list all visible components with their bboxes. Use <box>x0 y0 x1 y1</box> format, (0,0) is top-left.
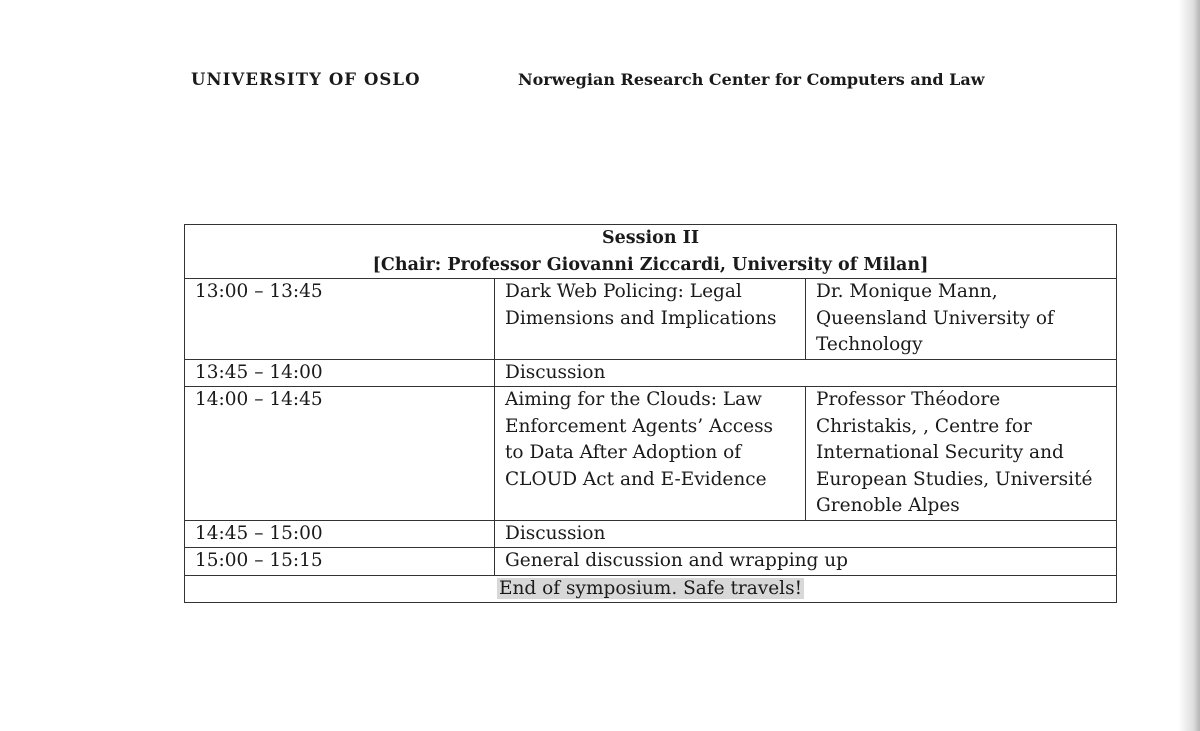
session-title: Session II <box>602 228 700 248</box>
time-cell: 13:00 – 13:45 <box>185 279 495 360</box>
closing-message: End of symposium. Safe travels! <box>498 577 803 599</box>
time-cell: 14:00 – 14:45 <box>185 387 495 521</box>
session-agenda-table <box>184 224 1117 603</box>
speaker-cell: Professor Théodore Christakis, , Centre for International Security and European Studies, Université Grenoble Alpes <box>806 387 1117 521</box>
discussion-cell: Discussion <box>495 359 1117 387</box>
table-row <box>185 520 1117 548</box>
closing-row <box>185 575 1117 603</box>
talk-title-cell: Aiming for the Clouds: Law Enforcement Agents’ Access to Data After Adoption of CLOUD Act and E-Evidence <box>495 387 806 521</box>
session-header-row <box>185 225 1117 279</box>
session-header-cell <box>185 225 1117 279</box>
time-cell: 15:00 – 15:15 <box>185 548 495 576</box>
closing-cell <box>185 575 1117 603</box>
institution-name: UNIVERSITY OF OSLO <box>191 70 421 89</box>
table-row <box>185 548 1117 576</box>
department-name: Norwegian Research Center for Computers and Law <box>518 70 985 89</box>
speaker-cell: Dr. Monique Mann, Queensland University of Technology <box>806 279 1117 360</box>
time-cell: 13:45 – 14:00 <box>185 359 495 387</box>
page-edge-shadow <box>1178 0 1200 731</box>
talk-title-cell: Dark Web Policing: Legal Dimensions and Implications <box>495 279 806 360</box>
wrap-up-cell: General discussion and wrapping up <box>495 548 1117 576</box>
session-chair: [Chair: Professor Giovanni Ziccardi, University of Milan] <box>372 254 929 275</box>
time-cell: 14:45 – 15:00 <box>185 520 495 548</box>
discussion-cell: Discussion <box>495 520 1117 548</box>
table-row <box>185 387 1117 521</box>
table-row <box>185 279 1117 360</box>
table-row <box>185 359 1117 387</box>
